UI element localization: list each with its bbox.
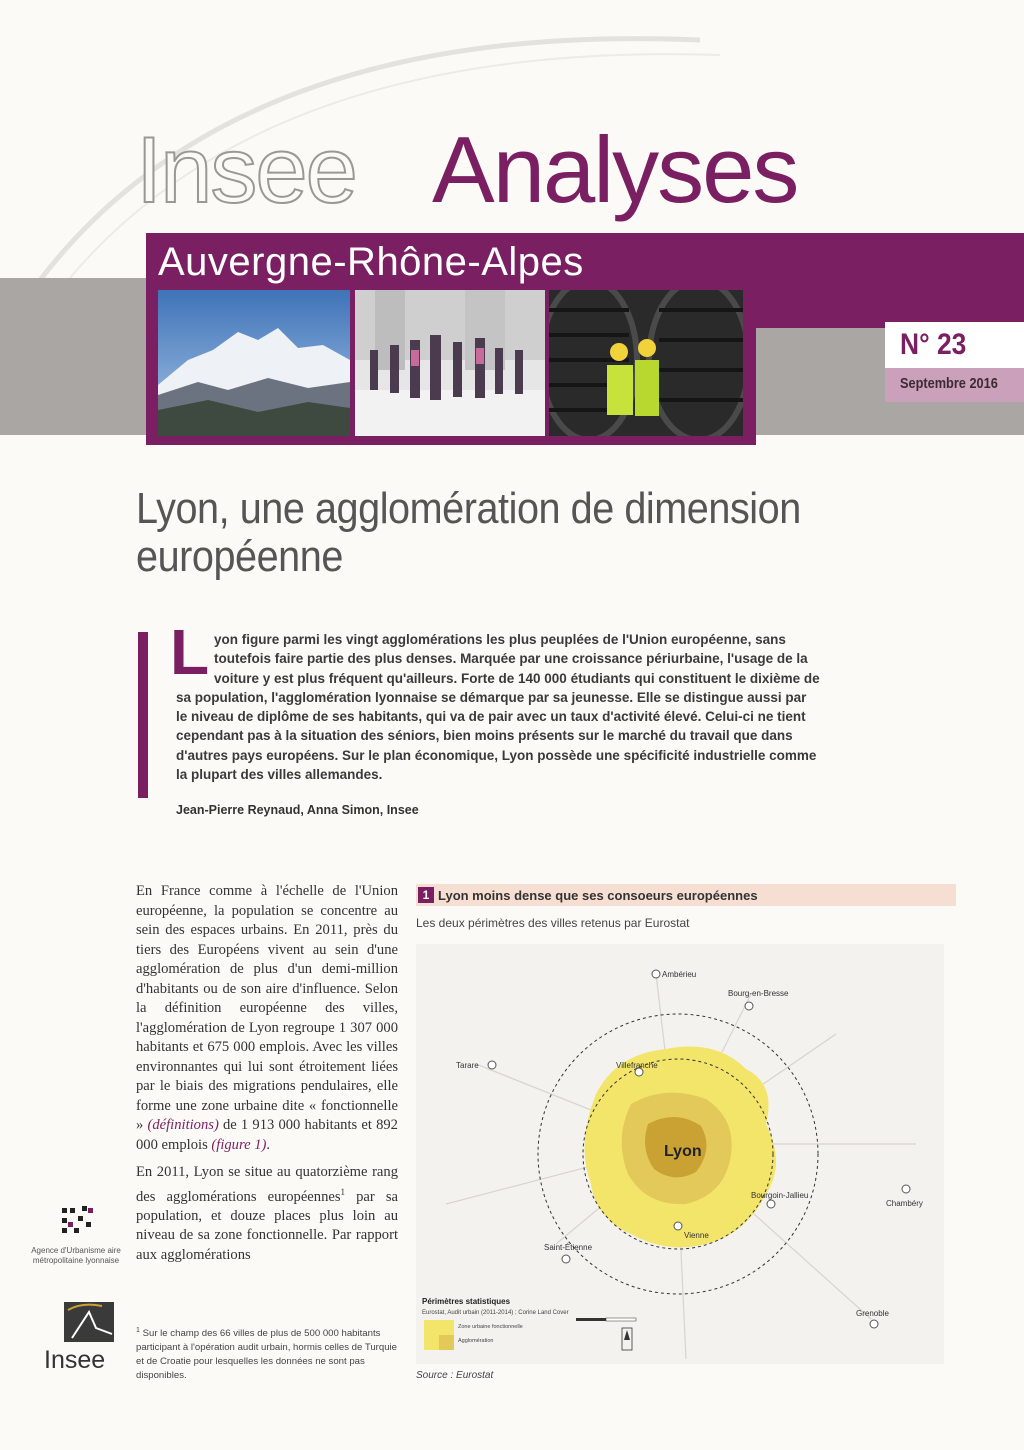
figure-number: 1 bbox=[418, 887, 434, 903]
map-place-label: Vienne bbox=[684, 1231, 709, 1240]
brand-insee: Insee bbox=[136, 117, 356, 222]
figure-source: Source : Eurostat bbox=[416, 1370, 494, 1381]
map-place-label: Tarare bbox=[456, 1061, 479, 1070]
region-title: Auvergne-Rhône-Alpes bbox=[158, 240, 584, 284]
map-legend-source: Eurostat, Audit urbain (2011-2014) ; Corine Land Cover bbox=[422, 1310, 569, 1316]
crowd-photo bbox=[355, 290, 545, 436]
lyon-map bbox=[416, 944, 944, 1364]
footnote bbox=[136, 1324, 398, 1383]
legend-item-zone: Zone urbaine fonctionnelle bbox=[458, 1324, 523, 1330]
figure-subtitle: Les deux périmètres des villes retenus par Eurostat bbox=[416, 916, 690, 930]
map-place-label: Villefranche bbox=[616, 1061, 658, 1070]
map-place-label: Chambéry bbox=[886, 1199, 923, 1208]
intro-dropcap: L bbox=[170, 616, 210, 688]
intro-line: d'autres pays européens. Sur le plan économique, Lyon possède une spécificité industrielle comme bbox=[176, 747, 817, 763]
issue-date: Septembre 2016 bbox=[900, 375, 998, 392]
body-paragraph bbox=[136, 882, 398, 1155]
brand-analyses: Analyses bbox=[432, 117, 798, 222]
scale-bar bbox=[576, 1318, 636, 1321]
body-paragraph bbox=[136, 1163, 398, 1265]
map-center-label: Lyon bbox=[664, 1143, 702, 1160]
map-place-label: Grenoble bbox=[856, 1309, 889, 1318]
footnote-text: Sur le champ des 66 villes de plus de 500 000 habitants participant à l'opération audit urbain, hormis celles de Turquie et de Croatie pour lesquelles les données ne sont pas disponibles. bbox=[136, 1328, 398, 1382]
intro-line: cependant pas à la situation des séniors, bien moins présents sur le marché du travail que dans bbox=[176, 728, 793, 744]
legend-item-agglo: Agglomération bbox=[458, 1338, 494, 1344]
body-text: . bbox=[266, 1136, 271, 1153]
intro-line: toutefois faire partie des plus denses. Marquée par une croissance périurbaine, l'usage de la bbox=[214, 651, 808, 667]
body-column bbox=[136, 882, 398, 1273]
map-place-label: Bourg-en-Bresse bbox=[728, 989, 789, 998]
mountain-photo bbox=[158, 290, 350, 436]
figure-title: Lyon moins dense que ses consoeurs européennes bbox=[438, 888, 758, 903]
definitions-link[interactable]: (définitions) bbox=[147, 1117, 219, 1133]
authors: Jean-Pierre Reynaud, Anna Simon, Insee bbox=[176, 803, 419, 817]
map-place-label: Bourgoin-Jallieu bbox=[751, 1191, 809, 1200]
intro-line: voiture y est plus fréquent qu'ailleurs. Forte de 140 000 étudiants qui constituent le dixième de bbox=[214, 670, 820, 686]
body-text: de 1 913 000 habitants et 892 000 emplois bbox=[136, 1117, 398, 1153]
footnote-mark: 1 bbox=[136, 1327, 140, 1334]
figure-link[interactable]: (figure 1) bbox=[211, 1136, 267, 1153]
body-text: En France comme à l'échelle de l'Union européenne, la population se concentre au sein des espaces urbains. En 2011, près du tiers des Européens vivent au sein d'une agglomération de plus d'un demi-million d'habitants ou de son aire d'influence. Selon la définition européenne des villes, l'agglomération de Lyon regroupe 1 307 000 habitants et 675 000 emplois. Avec les villes environnantes qui lui sont étroitement liées par le biais des migrations pendulaires, elle forme une zone urbaine dite « fonctionnelle » bbox=[136, 883, 398, 1133]
intro-paragraph bbox=[176, 630, 911, 784]
issue-number: N° 23 bbox=[900, 328, 967, 361]
urbanisme-caption: Agence d'Urbanisme aire métropolitaine lyonnaise bbox=[31, 1246, 121, 1265]
body-text: En 2011, Lyon se situe au quatorzième rang des agglomérations européennes bbox=[136, 1164, 398, 1205]
body-text: par sa population, et douze places plus loin au niveau de sa zone fonctionnelle. Par rapport aux agglomérations bbox=[136, 1188, 398, 1263]
intro-line: yon figure parmi les vingt agglomérations les plus peuplées de l'Union européenne, sans bbox=[214, 632, 786, 647]
intro-line: la plupart des villes allemandes. bbox=[176, 767, 383, 783]
article-title: Lyon, une agglomération de dimension européenne bbox=[136, 484, 801, 581]
tires-workers-photo bbox=[549, 290, 743, 436]
intro-accent-bar bbox=[138, 632, 148, 798]
legend-swatch-agglo bbox=[439, 1335, 454, 1350]
footnote-ref[interactable]: 1 bbox=[340, 1186, 346, 1197]
intro-line: sa population, l'agglomération lyonnaise se démarque par sa jeunesse. Elle se distingue aussi par bbox=[176, 689, 807, 705]
intro-line: le niveau de diplôme de ses habitants, qui va de pair avec un taux d'activité élevé. Celui-ci ne tient bbox=[176, 709, 806, 725]
insee-wordmark: Insee bbox=[44, 1346, 106, 1374]
map-place-label: Saint-Étienne bbox=[544, 1243, 593, 1252]
map-place-label: Ambérieu bbox=[662, 970, 697, 979]
map-legend-title: Périmètres statistiques bbox=[422, 1297, 511, 1306]
